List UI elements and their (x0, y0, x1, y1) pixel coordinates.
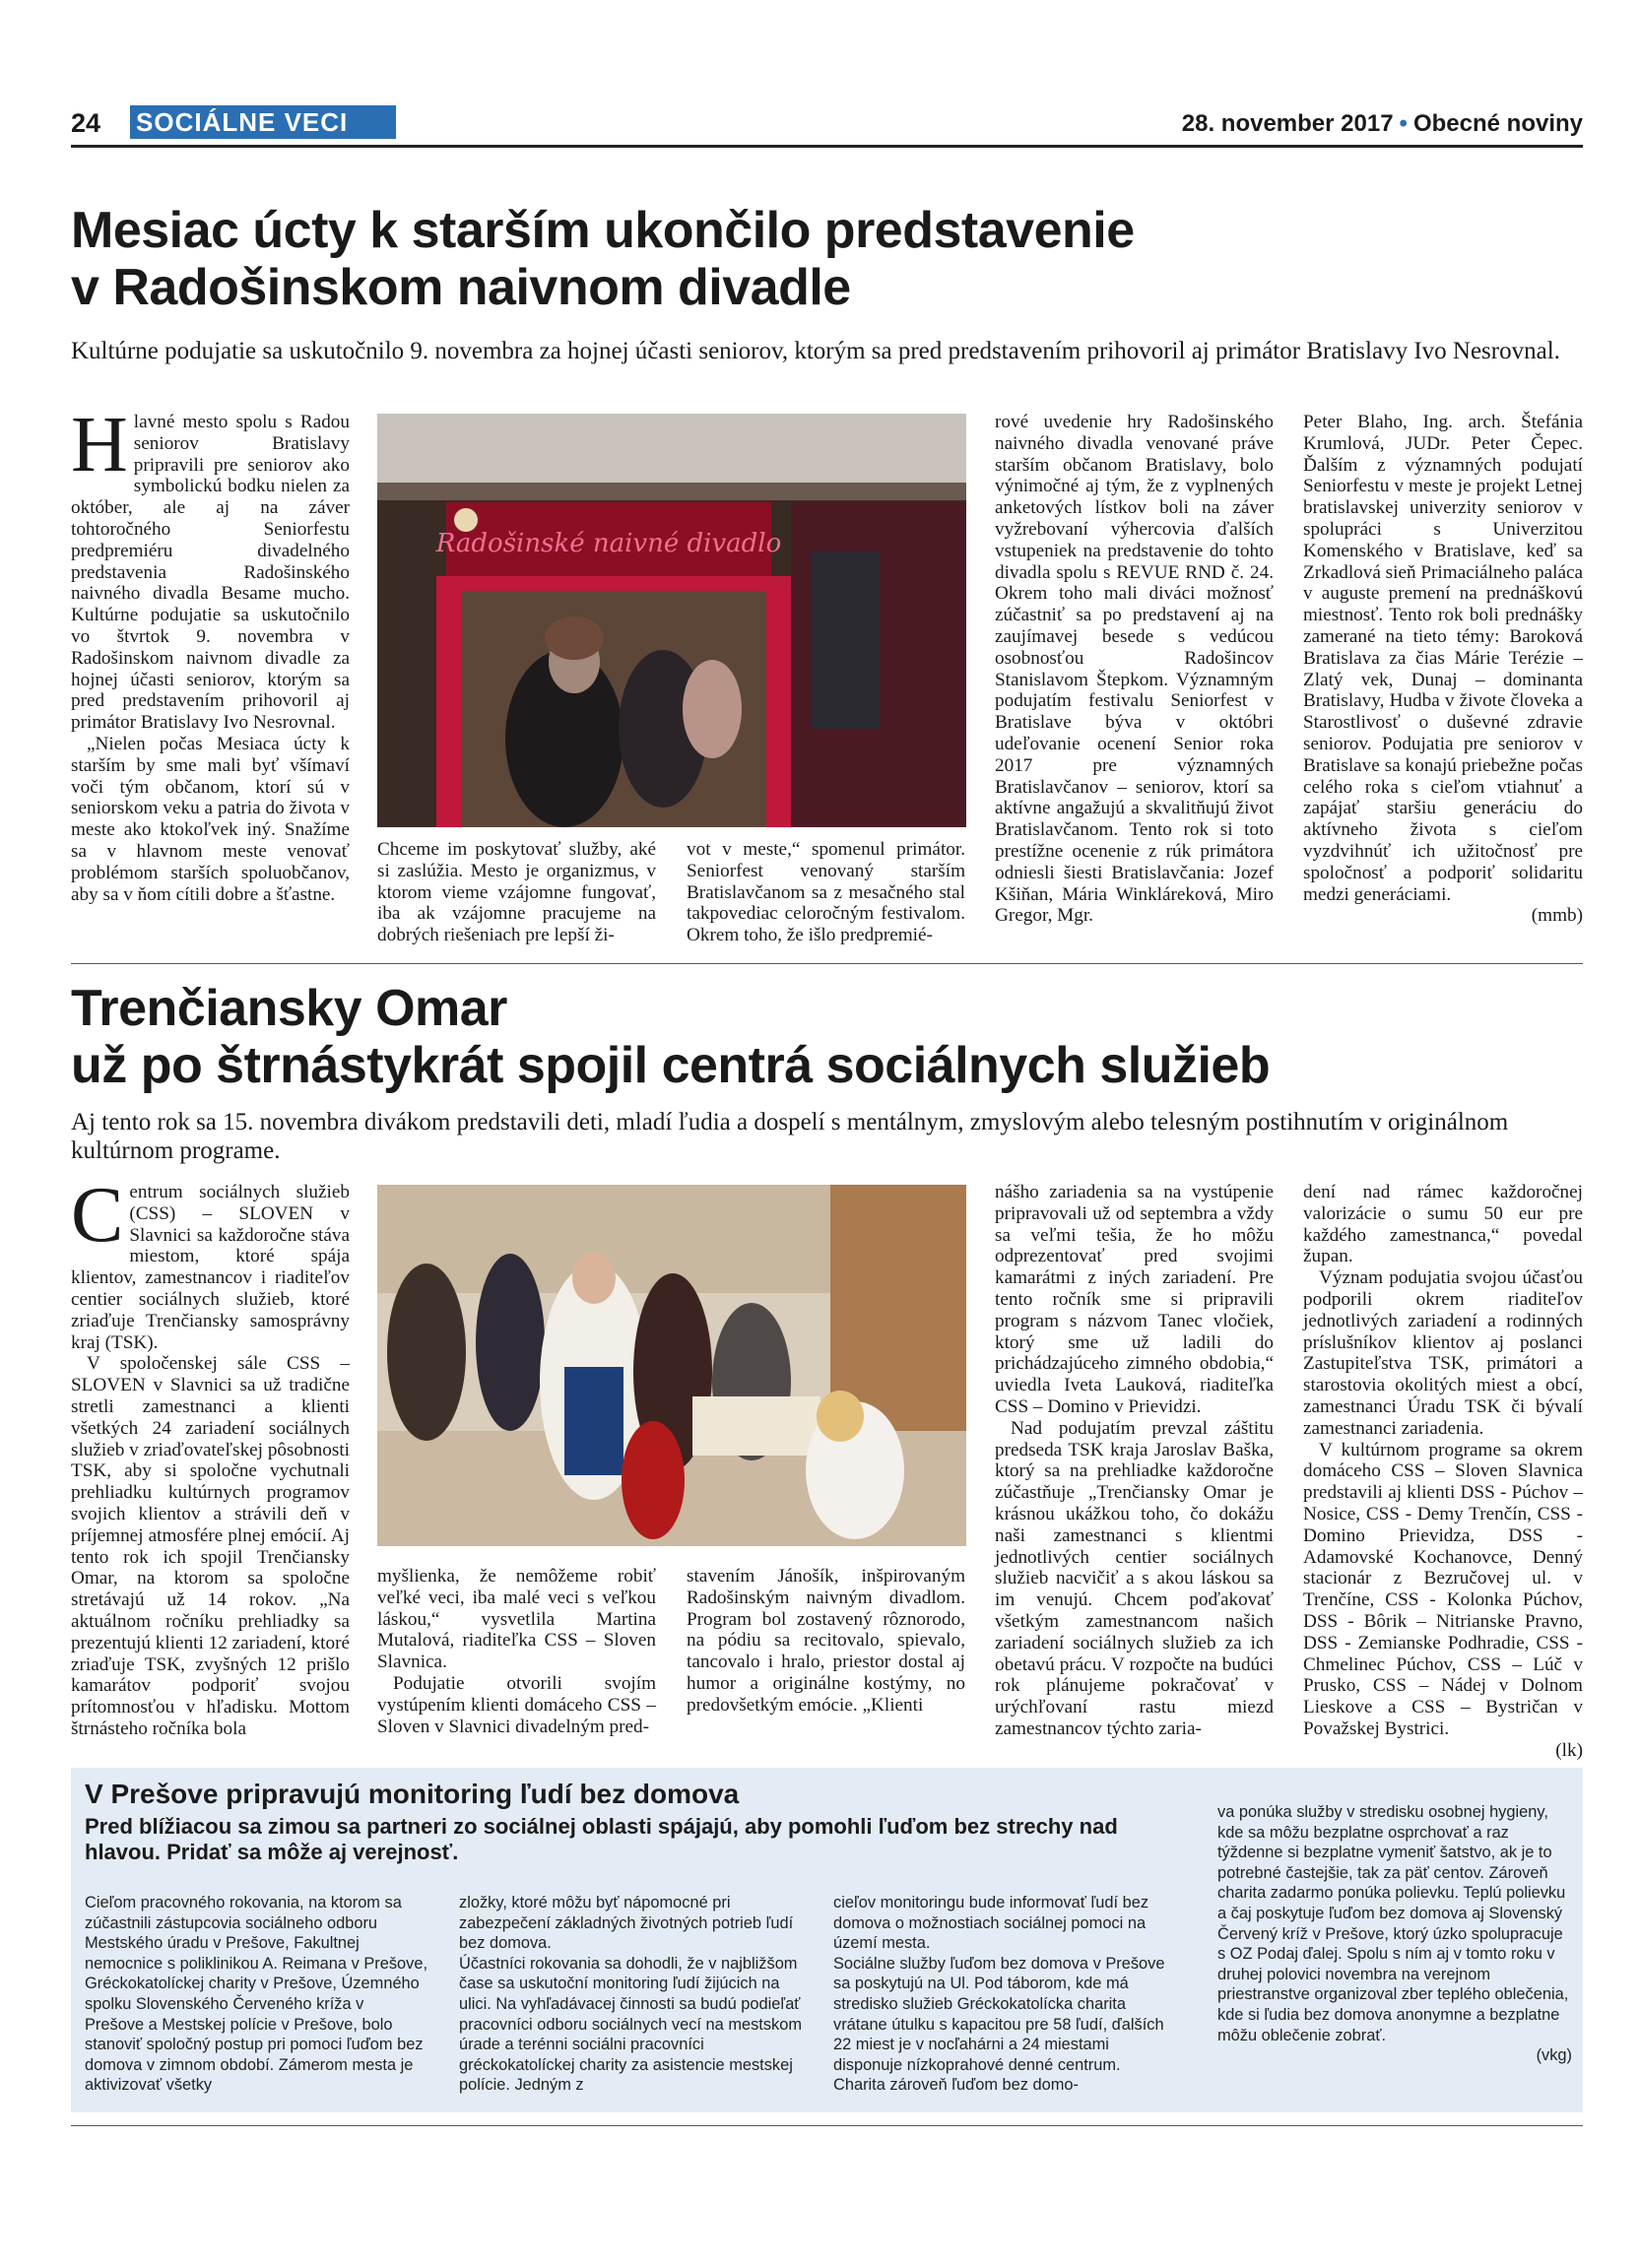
article1-col4: rové uvedenie hry Radošinského naivného divadla venované práve starším občanom Bratislavy, bolo výnimočné aj tým, že z vyplnených anketových lístkov boli na záver vyžrebovaní výhercovia ďalších vstupeniek na predstavenie do tohto divadla spolu s REVUE RND č. 24. Okrem toho mali diváci možnosť zúčastniť sa po predstavení aj na zaujímavej besede s vedúcou osobnosťou Radošincov Stanislavom Štepkom. Významným podujatím festivalu Seniorfest v Bratislave býva v októbri udeľovanie ocenení Senior roka 2017 pre významných Bratislavčanov – seniorov, ktorí sa aktívne angažujú a skvalitňujú život Bratislavčanom. Tento rok si toto prestížne ocenenie z rúk primátora odniesli šiesti Bratislavčania: Jozef Kšiňan, Mária Winkláreková, Miro Gregor, Mgr. (995, 412, 1274, 927)
page-number: 24 (71, 108, 101, 138)
drop-cap: H (71, 402, 128, 488)
article1-title: Mesiac úcty k starším ukončilo predstavenie v Radošinskom naivnom divadle (71, 202, 1135, 316)
publication-name: Obecné noviny (1412, 110, 1583, 137)
article1-col5: Peter Blaho, Ing. arch. Štefánia Krumlová, JUDr. Peter Čepec. Ďalším z významných podujatí Seniorfestu v meste je projekt Letnej bratislavskej univerzity seniorov v spolupráci s Univerzitou Komenského v Bratislave, keď sa Zrkadlová sieň Primaciálneho paláca v auguste premení na prednáškovú miestnosť. Tento rok boli prednášky zamerané na tieto témy: Baroková Bratislava za čias Márie Terézie – Zlatý vek, Dunaj – dominanta Bratislavy, Hudba v živote človeka a Starostlivosť o duševné zdravie seniorov. Podujatia pre seniorov v Bratislave sa konajú priebežne počas celého roka s cieľom vtiahnuť a zapájať staršiu generáciu do aktívneho života s cieľom vyzdvihnúť ich užitočnosť pre spoločnosť a podporiť solidaritu medzi generáciami. (mmb) (1303, 412, 1583, 927)
article2-col1: Centrum sociálnych služieb (CSS) – SLOVEN v Slavnici sa každoročne stáva miestom, ktoré spája klientov, zamestnancov i riaditeľov centier sociálnych služieb, ktoré zriaďuje Trenčiansky samosprávny kraj (TSK). V spoločenskej sále CSS – SLOVEN v Slavnici sa už tradične stretli zamestnanci a klienti všetkých 24 zariadení sociálnych služieb v zriaďovateľskej pôsobnosti TSK, aby si spoločne vychutnali prehliadku kultúrnych programov svojich klientov a strávili deň v príjemnej atmosfére plnej emócií. Aj tento rok ich spojil Trenčiansky Omar, na ktorom sa spoločne stretávajú už 14 rokov. „Na aktuálnom ročníku prehliadky sa prezentujú klienti 12 zariadení, ktoré zriaďuje TSK, zvyšných 12 prišlo kamarátov podporiť svojou prítomnosťou v hľadisku. Mottom štrnásteho ročníka bola (71, 1172, 350, 1739)
article2-col4: nášho zariadenia sa na vystúpenie pripravovali už od septembra a vždy sa veľmi tešia, že ho môžu odprezentovať pred svojimi kamarátmi z iných zariadení. Pre tento ročník sme si pripravili program s názvom Tanec vločiek, ktorý sme už ladili do prichádzajúceho zimného obdobia,“ uviedla Iveta Lauková, riaditeľka CSS – Domino v Prievidzi. Nad podujatím prevzal záštitu predseda TSK kraja Jaroslav Baška, ktorý sa na prehliadke každoročne zúčastňuje „Trenčiansky Omar je krásnou ukážkou toho, čo dokážu naši zamestnanci s klientmi jednotlivých centier sociálnych služieb nacvičiť a s akou láskou sa im venujú. Chcem poďakovať všetkým zamestnancom našich zariadení sociálnych služieb za ich obetavú prácu. V rozpočte na budúci rok plánujeme pokračovať v urýchľovaní rastu miezd zamestnancov týchto zaria- (995, 1182, 1274, 1739)
article2-lead: Aj tento rok sa 15. novembra divákom predstavili deti, mladí ľudia a dospelí s mentálnym, zmyslovým alebo telesným postihnutím v originálnom kultúrnom programe. (71, 1109, 1509, 1164)
box-col4: va ponúka služby v stredisku osobnej hygieny, kde sa môžu bezplatne osprchovať a raz týždenne si bezplatne vymeniť šatstvo, ak je to potrebné častejšie, tak za päť centov. Zároveň charita zadarmo ponúka polievku. Teplú polievku a čaj poskytuje ľuďom bez domova aj Slovenský Červený kríž v Prešove, ktorý úzko spolupracuje s OZ Podaj ďalej. Spolu s ním aj v tomto roku v druhej polovici novembra na verejnom priestranstve organizoval zber teplého oblečenia, kde si ľudia bez domova anonymne a bezplatne môžu oblečenie zobrať. (vkg) (1217, 1803, 1572, 2065)
separator-dot: • (1399, 110, 1408, 137)
drop-cap: C (71, 1172, 124, 1259)
header-rule (71, 145, 1583, 148)
article1-col1 (71, 402, 350, 951)
issue-date: 28. november 2017 (1181, 110, 1394, 137)
box-signature: (vkg) (1536, 2046, 1572, 2065)
article2-col5: dení nad rámec každoročnej valorizácie o sumu 50 eur pre každého zamestnanca,“ povedal župan. Význam podujatia svojou účasťou podporili okrem riaditeľov jednotlivých zariadení a rodinných príslušníkov klientov aj poslanci Zastupiteľstva TSK, primátori a starostovia okolitých miest a obcí, zamestnanci Úradu TSK či bývalí zamestnanci zariadenia. V kultúrnom programe sa okrem domáceho CSS – Sloven Slavnica predstavili aj klienti DSS - Púchov – Nosice, CSS - Demy Trenčín, CSS - Domino Prievidza, DSS - Adamovské Kochanovce, Denný stacionár z Bezručovej ul. v Trenčíne, CSS - Kolonka Púchov, DSS - Bôrik – Nitrianske Pravno, DSS - Zemianske Podhradie, CSS - Chmelinec Púchov, CSS – Lúč v Prusko, CSS – Nádej v Dolnom Lieskove a CSS – Bystričan v Považskej Bystrici. (lk) (1303, 1182, 1583, 1761)
footer-rule (71, 2125, 1583, 2126)
article2-photo (377, 1185, 966, 1546)
box-lead: Pred blížiacou sa zimou sa partneri zo sociálnej oblasti spájajú, aby pomohli ľuďom bez strechy nad hlavou. Pridať sa môže aj verejnosť. (85, 1814, 1118, 1864)
box-col1: Cieľom pracovného rokovania, na ktorom sa zúčastnili zástupcovia sociálneho odboru Mestského úradu v Prešove, Fakultnej nemocnice s poliklinikou A. Reimana v Prešove, Gréckokatolíckej charity v Prešove, Územného spolku Slovenského Červeného kríža v Prešove a Mestskej polície v Prešove, bolo stanoviť spoločný postup pri pomoci ľuďom bez domova v zimnom období. Zámerom mesta je aktivizovať všetky (85, 1894, 428, 2095)
box-col2: zložky, ktoré môžu byť nápomocné pri zabezpečení základných životných potrieb ľudí bez domova. Účastníci rokovania sa dohodli, že v najbližšom čase sa uskutoční monitoring ľudí žijúcich na ulici. Na vyhľadávacej činnosti sa budú podieľať pracovníci odboru sociálnych vecí na mestskom úrade a terénni sociálni pracovníci gréckokatolíckej charity za asistencie mestskej polície. Jedným z (459, 1894, 803, 2095)
article2-title: Trenčiansky Omar už po štrnástykrát spojil centrá sociálnych služieb (71, 980, 1271, 1094)
article1-col3: vot v meste,“ spomenul primátor. Seniorfest venovaný starším Bratislavčanom sa z mesačného stal takpovediac celoročným festivalom. Okrem toho, že išlo predpremié- (687, 839, 965, 946)
article1-signature: (mmb) (1531, 905, 1583, 927)
box-col3: cieľov monitoringu bude informovať ľudí bez domova o možnostiach sociálnej pomoci na území mesta. Sociálne služby ľuďom bez domova v Prešove sa poskytujú na Ul. Pod táborom, kde má stredisko služieb Gréckokatolícka charita vrátane útulku s kapacitou pre 58 ľudí, ďalších 22 miest je v nocľahárni a 24 miestami disponuje nízkoprahové denné centrum. Charita zároveň ľuďom bez domo- (833, 1894, 1165, 2095)
box-title: V Prešove pripravujú monitoring ľudí bez domova (85, 1779, 740, 1809)
article2-col3: stavením Jánošík, inšpirovaným Radošinským naivným divadlom. Program bol zostavený rôznorodo, na pódiu sa recitovalo, spievalo, tancovalo i hralo, priestor dostal aj humor a originálne kostýmy, no predovšetkým emócie. „Klienti (687, 1566, 965, 1716)
article2-signature: (lk) (1555, 1739, 1583, 1761)
article2-col2: myšlienka, že nemôžeme robiť veľké veci, iba malé veci s veľkou láskou,“ vysvetlila Martina Mutalová, riaditeľka CSS – Sloven Slavnica. Podujatie otvorili svojím vystúpením klienti domáceho CSS – Sloven v Slavnici divadelným pred- (377, 1566, 656, 1737)
section-label: SOCIÁLNE VECI (130, 105, 396, 139)
dateline (1182, 108, 1583, 140)
article1-lead: Kultúrne podujatie sa uskutočnilo 9. novembra za hojnej účasti seniorov, ktorým sa pred predstavením prihovoril aj primátor Bratislavy Ivo Nesrovnal. (71, 338, 1560, 364)
article1-col1-p1: lavné mesto spolu s Radou seniorov Bratislavy pripravili pre seniorov ako symbolickú bodku nielen za október, ale aj na záver tohtoročného Seniorfestu predpremiéru divadelného predstavenia Radošinského naivného divadla Besame mucho. Kultúrne podujatie sa uskutočnilo vo štvrtok 9. novembra v Radošinskom naivnom divadle za hojnej účasti seniorov, ktorým sa pred predstavením prihovoril aj primátor Bratislavy Ivo Nesrovnal. (71, 412, 350, 734)
theatre-sign: Radošinské naivné divadlo (435, 529, 782, 558)
article-divider (71, 963, 1583, 964)
article1-col1-p2: „Nielen počas Mesiaca úcty k starším by sme mali byť všímaví voči tým občanom, ktorí sú v seniorskom veku a patria do života v meste ako ktokoľvek iný. Snažíme sa v hlavnom meste venovať problémom starších spoluobčanov, aby sa v ňom cítili dobre a šťastne. (71, 733, 350, 905)
article1-col2: Chceme im poskytovať služby, aké si zaslúžia. Mesto je organizmus, v ktorom vieme vzájomne fungovať, iba ak vzájomne pracujeme na dobrých riešeniach pre lepší ži- (377, 839, 656, 946)
article1-photo (377, 414, 966, 827)
